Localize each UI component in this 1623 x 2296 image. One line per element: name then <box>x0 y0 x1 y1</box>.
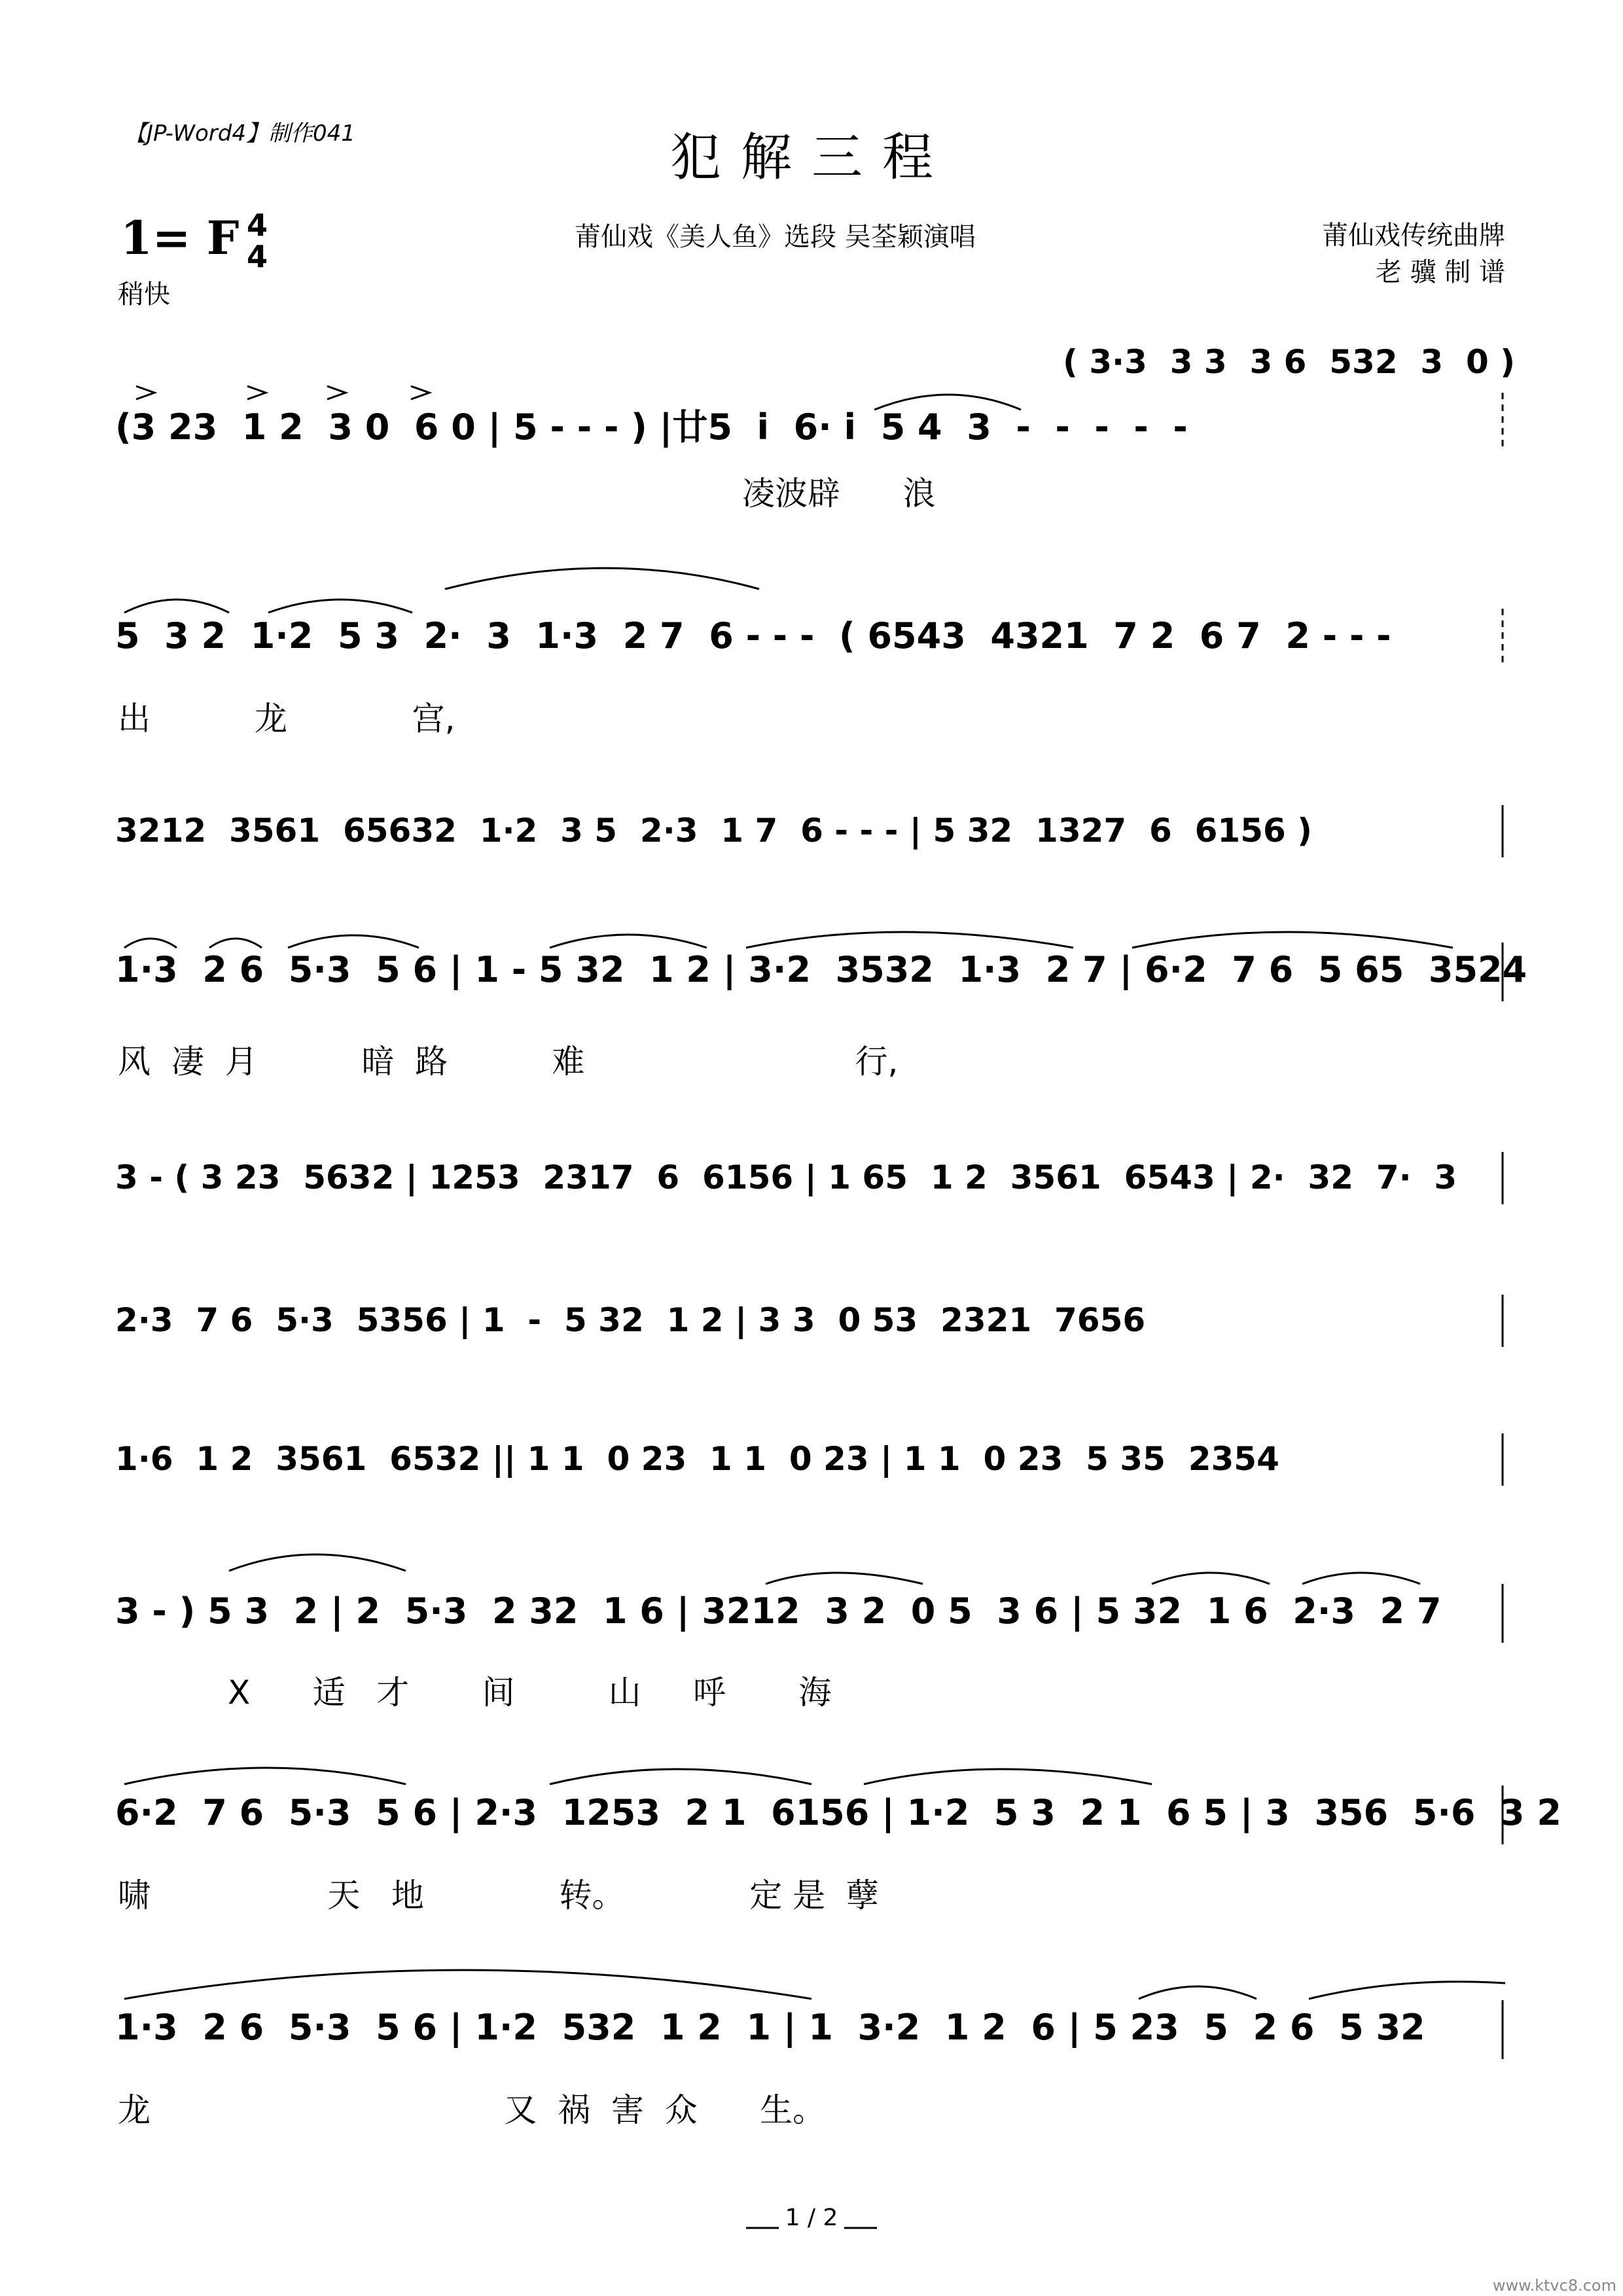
accent-mark <box>247 386 266 399</box>
maker-tag: 【JP-Word4】制作041 <box>124 120 355 147</box>
slur <box>124 1970 812 1999</box>
lyrics-row-8: X 适 才 间 山 呼 海 <box>228 1674 832 1712</box>
slur <box>550 1769 812 1784</box>
slur <box>1309 1982 1505 1999</box>
slur <box>268 600 412 613</box>
slur <box>1132 932 1453 948</box>
credit-line-2: 老 骥 制 谱 <box>1375 257 1505 287</box>
accent-mark <box>411 386 429 399</box>
watermark: www.ktvc8.com <box>1492 2276 1616 2295</box>
slur <box>766 1573 923 1584</box>
lyrics-row-2: 出 龙 宫, <box>118 700 455 738</box>
slur <box>124 1768 406 1784</box>
notes-row-2: 5 3 2 1·2 5 3 2· 3 1·3 2 7 6 - - - ( 6543 4321 7 2 6 7 2 - - - <box>115 615 1391 656</box>
time-signature-denominator: 4 <box>246 239 268 274</box>
notes-row-8: 3 - ) 5 3 2 | 2 5·3 2 32 1 6 | 3212 3 2 0 5 3 6 | 5 32 1 6 2·3 2 7 <box>115 1590 1442 1632</box>
tempo-marking: 稍快 <box>118 279 170 310</box>
lyrics-row-9: 啸 天 地 转。 定 是 孽 <box>118 1876 879 1914</box>
slur <box>1302 1573 1420 1584</box>
notes-row-3: 3212 3561 65632 1·2 3 5 2·3 1 7 6 - - - | 5 32 1327 6 6156 ) <box>115 812 1313 850</box>
slur <box>1139 1986 1257 1999</box>
time-signature-numerator: 4 <box>246 207 268 243</box>
slur <box>874 395 1021 410</box>
slur <box>124 939 177 948</box>
subtitle: 莆仙戏《美人鱼》选段 吴荃颖演唱 <box>575 222 976 252</box>
slur <box>746 932 1073 948</box>
slur <box>124 600 229 613</box>
slur <box>1152 1573 1270 1584</box>
key-signature: 1= F <box>120 211 240 265</box>
notes-row-9: 6·2 7 6 5·3 5 6 | 2·3 1253 2 1 6156 | 1·2 5 3 2 1 6 5 | 3 356 5·6 3 2 <box>115 1792 1561 1833</box>
slur <box>445 568 759 589</box>
page-title: 犯解三程 <box>669 128 953 187</box>
lyrics-row-1: 凌波辟 浪 <box>742 475 936 512</box>
credit-line-1: 莆仙戏传统曲牌 <box>1322 221 1505 251</box>
lyrics-row-10: 龙 又 祸 害 众 生。 <box>118 2091 826 2129</box>
slur <box>209 939 262 948</box>
slur <box>288 935 419 948</box>
notes-row-7: 1·6 1 2 3561 6532 || 1 1 0 23 1 1 0 23 | 1 1 0 23 5 35 2354 <box>115 1440 1279 1478</box>
lyrics-row-4: 风 凄 月 暗 路 难 行, <box>118 1043 899 1081</box>
notes-row-5: 3 - ( 3 23 5632 | 1253 2317 6 6156 | 1 65 1 2 3561 6543 | 2· 32 7· 3 <box>115 1158 1457 1196</box>
slur <box>229 1554 406 1571</box>
upper-phrase: ( 3·3 3 3 3 6 532 3 0 ) <box>1063 343 1516 381</box>
notes-row-6: 2·3 7 6 5·3 5356 | 1 - 5 32 1 2 | 3 3 0 53 2321 7656 <box>115 1301 1146 1339</box>
slur <box>864 1769 1152 1784</box>
accent-mark <box>136 386 154 399</box>
notes-row-10: 1·3 2 6 5·3 5 6 | 1·2 532 1 2 1 | 1 3·2 1 2 6 | 5 23 5 2 6 5 32 <box>115 2007 1425 2048</box>
notes-row-4: 1·3 2 6 5·3 5 6 | 1 - 5 32 1 2 | 3·2 3532 1·3 2 7 | 6·2 7 6 5 65 3524 <box>115 949 1527 990</box>
accent-mark <box>327 386 346 399</box>
slur <box>550 935 707 948</box>
notes-row-1: (3 23 1 2 3 0 6 0 | 5 - - - ) |廿5 i 6· i 5 4 3 - - - - - <box>115 406 1188 448</box>
page-number: 1 / 2 <box>785 2204 838 2231</box>
